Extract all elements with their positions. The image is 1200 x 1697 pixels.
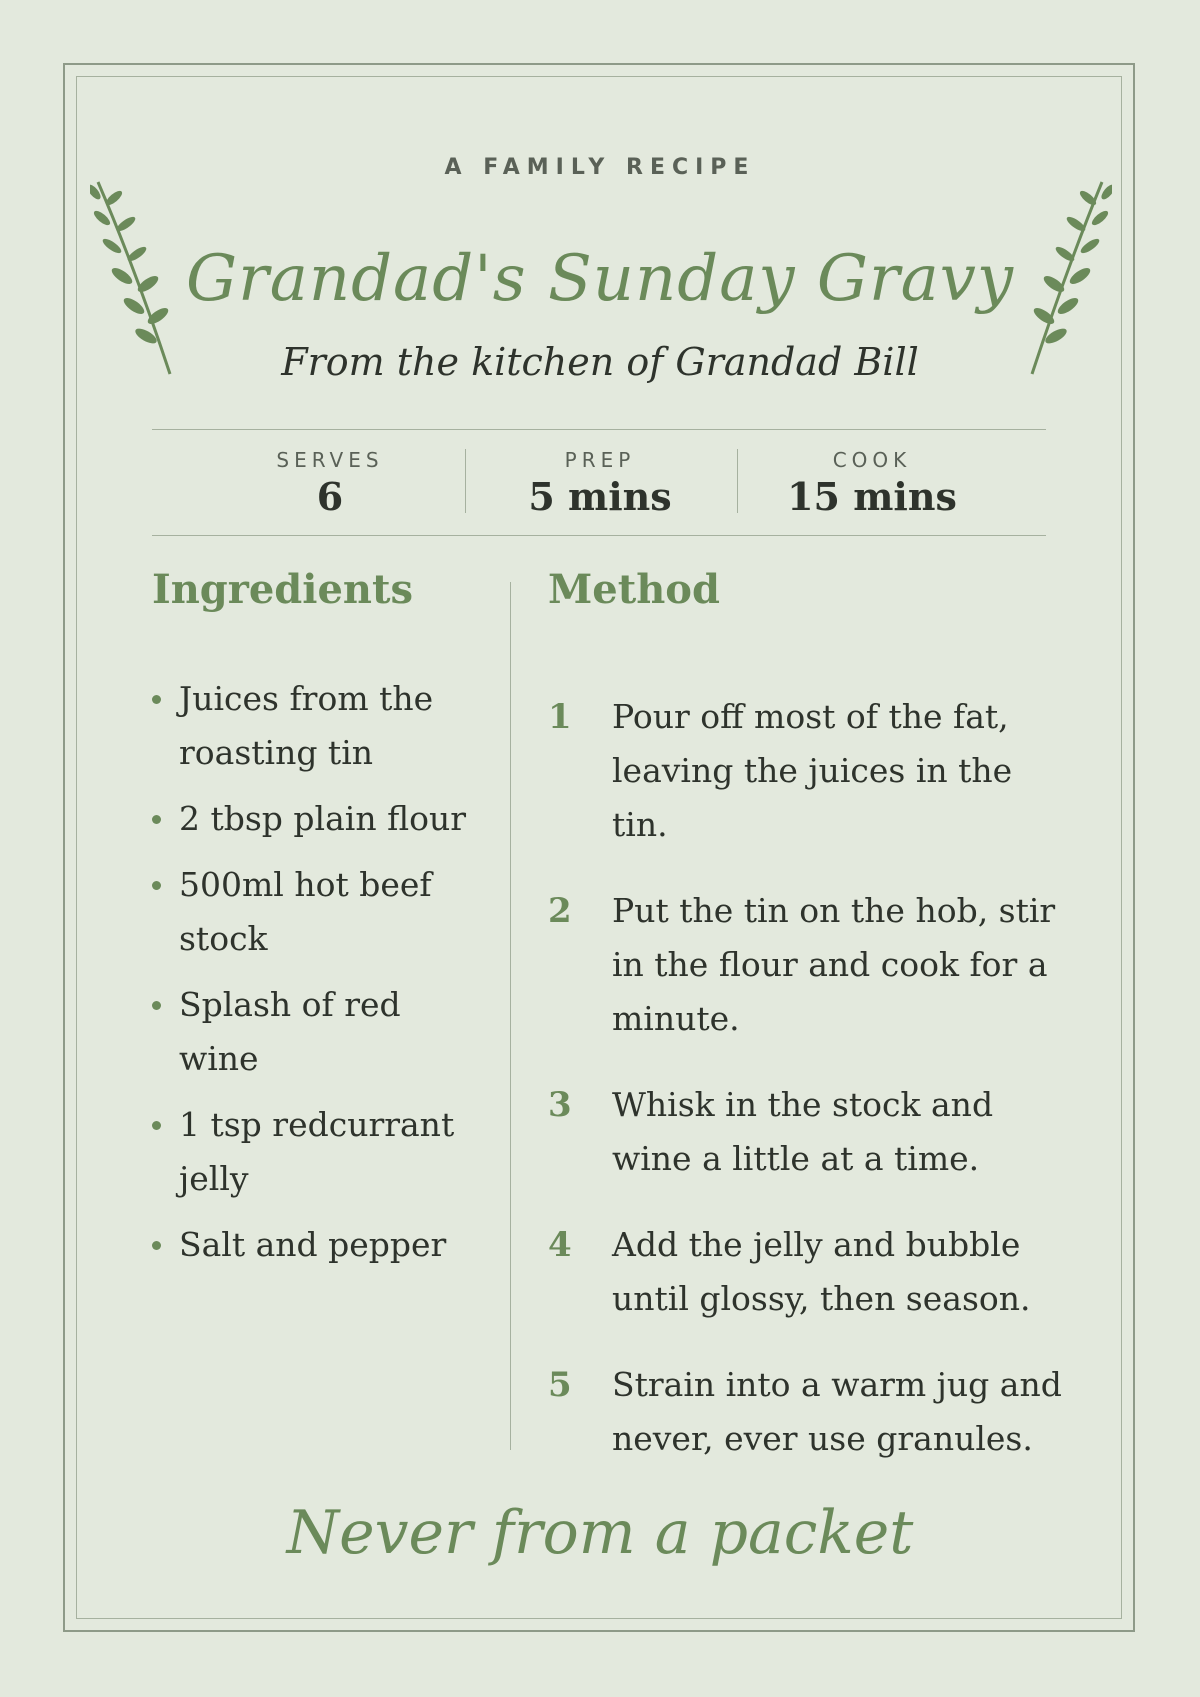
- ingredients-list: [152, 672, 482, 1284]
- step-text: Put the tin on the hob, stir in the flour and cook for a minute.: [612, 891, 1056, 1038]
- step-number: 4: [548, 1225, 572, 1265]
- stat-label: SERVES: [276, 448, 384, 472]
- recipe-subtitle: From the kitchen of Grandad Bill: [281, 340, 919, 384]
- method-step: [548, 690, 1068, 852]
- ingredient-text: Salt and pepper: [179, 1225, 447, 1264]
- method-heading: Method: [548, 566, 720, 613]
- ingredient-text: Splash of red wine: [179, 985, 401, 1078]
- ingredient-item: [152, 1218, 482, 1272]
- step-number: 3: [548, 1085, 572, 1125]
- ingredients-heading: Ingredients: [152, 566, 413, 613]
- ingredient-item: [152, 1098, 482, 1206]
- recipe-title: Grandad's Sunday Gravy: [185, 242, 1015, 316]
- method-step: [548, 1078, 1068, 1186]
- method-step: [548, 1218, 1068, 1326]
- bullet-icon: [152, 815, 161, 824]
- ingredient-text: 500ml hot beef stock: [179, 865, 432, 958]
- bullet-icon: [152, 1121, 161, 1130]
- step-number: 1: [548, 697, 572, 737]
- ingredient-item: [152, 858, 482, 966]
- stat-label: COOK: [832, 448, 912, 472]
- step-text: Pour off most of the fat, leaving the juices in the tin.: [612, 697, 1013, 844]
- step-number: 2: [548, 891, 572, 931]
- stat-value: 6: [316, 474, 344, 519]
- bullet-icon: [152, 1001, 161, 1010]
- tagline: Never from a packet: [286, 1498, 914, 1568]
- step-text: Whisk in the stock and wine a little at a time.: [612, 1085, 994, 1178]
- ingredient-text: Juices from the roasting tin: [179, 679, 434, 772]
- divider-rule: [152, 535, 1046, 536]
- divider-rule: [152, 429, 1046, 430]
- method-list: [548, 690, 1068, 1498]
- stat-serves: [195, 448, 465, 519]
- bullet-icon: [152, 695, 161, 704]
- bullet-icon: [152, 881, 161, 890]
- ingredient-text: 1 tsp redcurrant jelly: [179, 1105, 455, 1198]
- stat-prep: [465, 448, 735, 519]
- step-text: Strain into a warm jug and never, ever use granules.: [612, 1365, 1062, 1458]
- ingredient-item: [152, 672, 482, 780]
- stat-label: PREP: [564, 448, 636, 472]
- bullet-icon: [152, 1241, 161, 1250]
- step-text: Add the jelly and bubble until glossy, then season.: [612, 1225, 1031, 1318]
- stat-value: 5 mins: [528, 474, 672, 519]
- ingredient-item: [152, 792, 482, 846]
- eyebrow-label: A FAMILY RECIPE: [444, 155, 756, 180]
- ingredient-item: [152, 978, 482, 1086]
- method-step: [548, 884, 1068, 1046]
- stat-value: 15 mins: [787, 474, 957, 519]
- column-divider: [510, 582, 511, 1450]
- method-step: [548, 1358, 1068, 1466]
- ingredient-text: 2 tbsp plain flour: [179, 799, 466, 838]
- step-number: 5: [548, 1365, 572, 1405]
- stat-cook: [737, 448, 1007, 519]
